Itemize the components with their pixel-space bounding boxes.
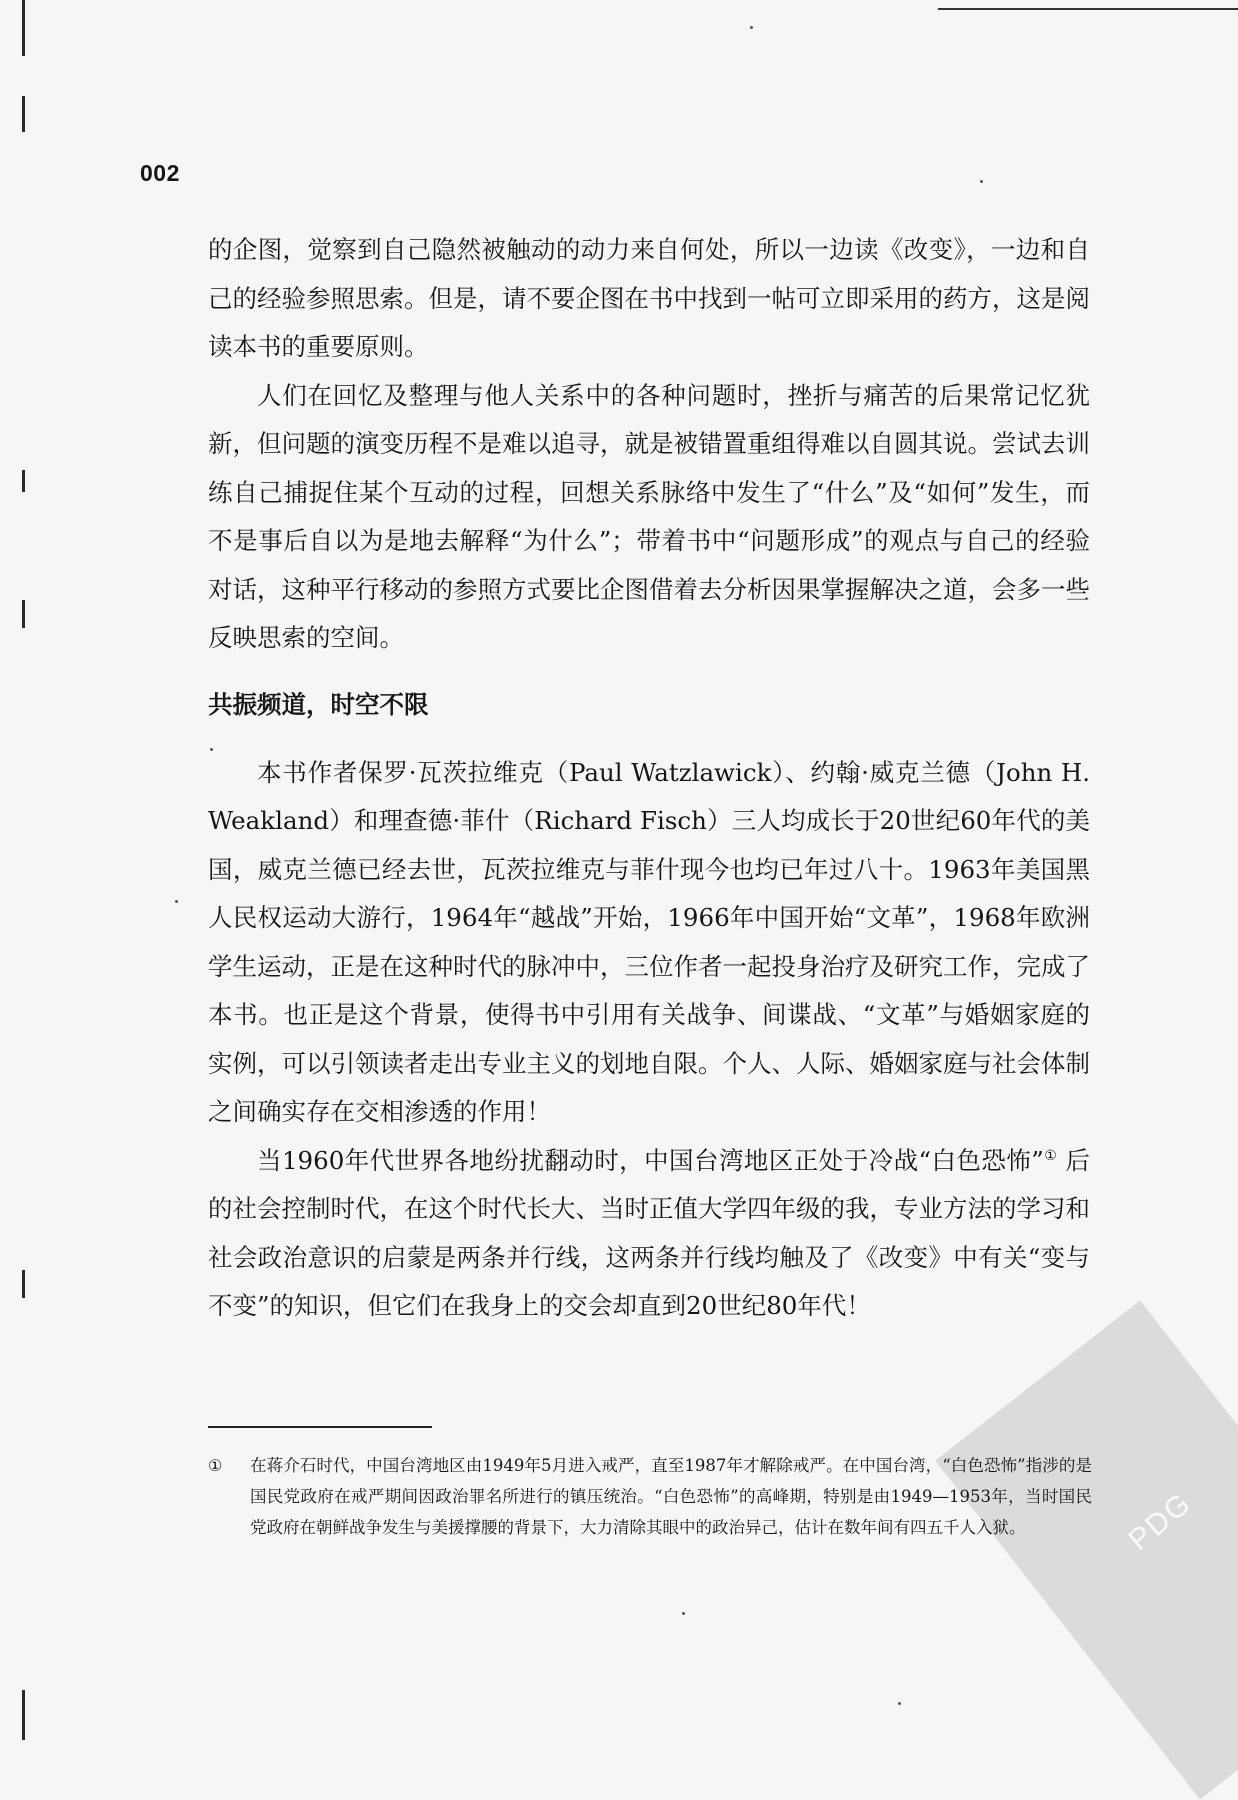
paragraph: 的企图，觉察到自己隐然被触动的动力来自何处，所以一边读《改变》，一边和自己的经验参照思索。但是，请不要企图在书中找到一帖可立即采用的药方，这是阅读本书的重要原则。 (208, 235, 1090, 361)
scan-edge-mark (22, 96, 25, 132)
watermark-text: PDG (1122, 1486, 1198, 1558)
scan-edge-mark (22, 1690, 25, 1740)
paragraph (208, 1137, 1090, 1331)
speck (980, 180, 983, 183)
footnote-text: 在蒋介石时代，中国台湾地区由1949年5月进入戒严，直至1987年才解除戒严。在中国台湾，“白色恐怖”指涉的是国民党政府在戒严期间因政治罪名所进行的镇压统治。“白色恐怖”的高峰期，特别是由1949—1953年，当时国民党政府在朝鲜战争发生与美援撑腰的背景下，大力清除其眼中的政治异己，估计在数年间有四五千人入狱。 (250, 1456, 1092, 1537)
main-text (208, 226, 1090, 1331)
footnote-divider (208, 1426, 432, 1428)
page-number: 002 (140, 160, 180, 186)
watermark-stamp (935, 1301, 1238, 1800)
footnote (208, 1450, 1092, 1543)
footnote-reference[interactable]: ① (1043, 1147, 1058, 1164)
scan-edge-mark (22, 470, 25, 492)
scan-edge-mark (22, 600, 25, 628)
footnote-mark: ① (208, 1456, 223, 1475)
scan-edge-mark (22, 0, 25, 56)
speck (750, 26, 753, 29)
paragraph: 本书作者保罗·瓦茨拉维克（Paul Watzlawick）、约翰·威克兰德（John H. Weakland）和理查德·菲什（Richard Fisch）三人均成长于20世纪60年代的美国，威克兰德已经去世，瓦茨拉维克与菲什现今也均已年过八十。1963年美国黑人民权运动大游行，1964年“越战”开始，1966年中国开始“文革”，1968年欧洲学生运动，正是在这种时代的脉冲中，三位作者一起投身治疗及研究工作，完成了本书。也正是这个背景，使得书中引用有关战争、间谍战、“文革”与婚姻家庭的实例，可以引领读者走出专业主义的划地自限。个人、人际、婚姻家庭与社会体制之间确实存在交相渗透的作用！ (208, 757, 1090, 1126)
section-heading: 共振频道，时空不限 (208, 689, 429, 719)
speck (175, 900, 178, 903)
paragraph-text: 当1960年代世界各地纷扰翻动时，中国台湾地区正处于冷战“白色恐怖” (257, 1145, 1044, 1175)
scan-edge-mark (22, 1270, 25, 1298)
paragraph: 人们在回忆及整理与他人关系中的各种问题时，挫折与痛苦的后果常记忆犹新，但问题的演变历程不是难以追寻，就是被错置重组得难以自圆其说。尝试去训练自己捕捉住某个互动的过程，回想关系脉络中发生了“什么”及“如何”发生，而不是事后自以为是地去解释“为什么”；带着书中“问题形成”的观点与自己的经验对话，这种平行移动的参照方式要比企图借着去分析因果掌握解决之道，会多一些反映思索的空间。 (208, 380, 1090, 652)
speck (682, 1612, 685, 1615)
speck (898, 1702, 901, 1705)
paragraph-text: 后的社会控制时代，在这个时代长大、当时正值大学四年级的我，专业方法的学习和社会政治意识的启蒙是两条并行线，这两条并行线均触及了《改变》中有关“变与不变”的知识，但它们在我身上的交会却直到20世纪80年代！ (208, 1145, 1090, 1320)
scan-edge-top (938, 8, 1238, 10)
